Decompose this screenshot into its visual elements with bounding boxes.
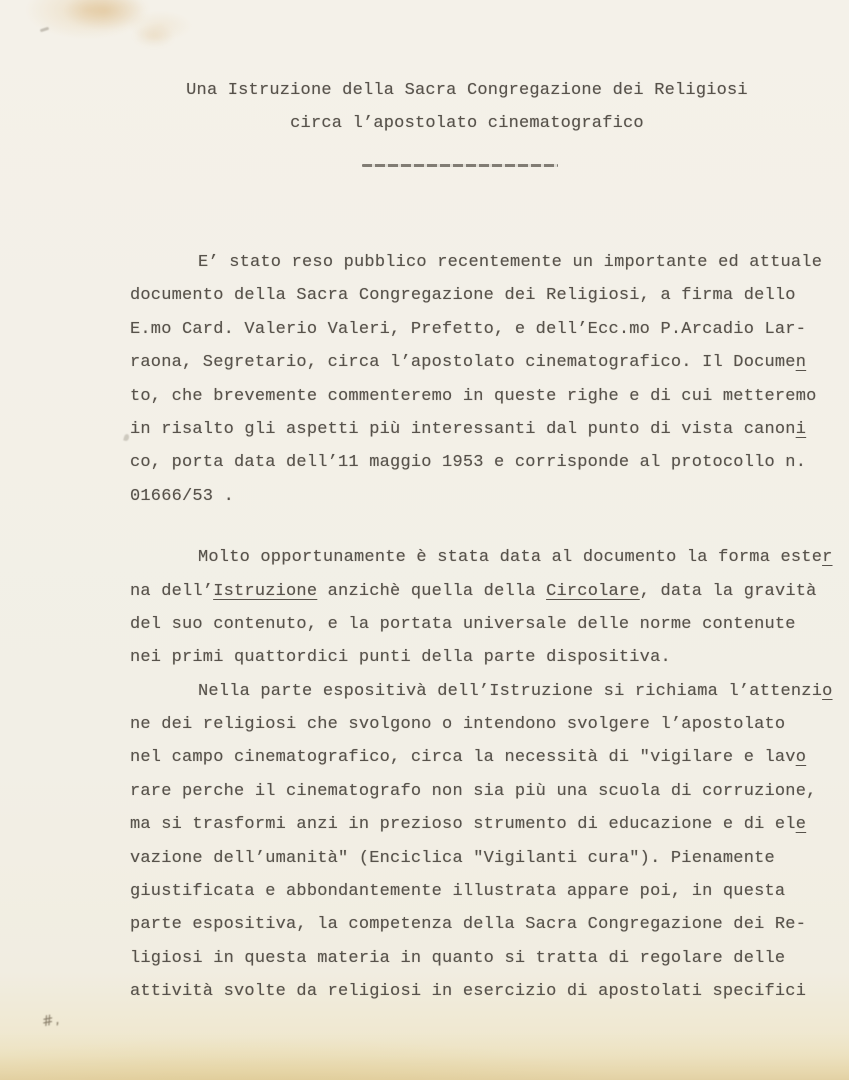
text-segment: nei primi quattordici punti della parte dispositiva. xyxy=(130,648,671,668)
text-segment: E’ stato reso pubblico recentemente un importante ed attuale xyxy=(198,253,823,272)
text-line xyxy=(130,908,836,941)
text-segment: vazione dell’umanità" (Enciclica "Vigilanti cura"). Pienamente xyxy=(130,848,775,868)
document-body xyxy=(130,246,836,1009)
underlined-text: n xyxy=(795,353,807,373)
underlined-text: Istruzione xyxy=(213,581,318,601)
text-segment: to, che brevemente commenteremo in queste righe e di cui metteremo xyxy=(130,386,817,406)
scan-edge-shadow xyxy=(0,1032,849,1080)
text-line xyxy=(130,446,836,479)
text-segment: nel campo cinematografico, circa la necessità di "vigilare e lav xyxy=(130,748,796,768)
text-line xyxy=(130,708,836,741)
text-segment: attività svolte da religiosi in esercizio di apostolati specifici xyxy=(130,982,807,1002)
text-line xyxy=(130,413,836,446)
text-segment: E.mo Card. Valerio Valeri, Prefetto, e dell’Ecc.mo P.Arcadio Lar- xyxy=(130,319,807,339)
text-line xyxy=(130,675,836,708)
text-line xyxy=(130,842,836,875)
underlined-text: Circolare xyxy=(546,581,640,601)
text-segment: giustificata e abbondantemente illustrata appare poi, in questa xyxy=(130,882,786,902)
paragraph xyxy=(130,541,836,675)
text-line xyxy=(130,975,836,1008)
text-segment: rare perche il cinematografo non sia più una scuola di corruzione, xyxy=(130,781,817,801)
document-title xyxy=(130,74,804,140)
text-line xyxy=(130,313,836,346)
title-line-2: circa l’apostolato cinematografico xyxy=(290,114,644,133)
text-segment: ne dei religiosi che svolgono o intendono svolgere l’apostolato xyxy=(130,715,786,735)
pencil-mark: #, xyxy=(40,1011,62,1031)
underlined-text: o xyxy=(822,681,833,701)
text-segment: na dell’ xyxy=(130,581,214,601)
text-line xyxy=(130,641,836,674)
text-segment: ligiosi in questa materia in quanto si tratta di regolare delle xyxy=(130,948,786,968)
text-segment: Nella parte espositivà dell’Istruzione si richiama l’attenzi xyxy=(198,681,823,701)
text-segment: del suo contenuto, e la portata universale delle norme contenute xyxy=(130,614,796,634)
text-segment: anzichè quella della xyxy=(317,581,547,601)
text-segment: documento della Sacra Congregazione dei Religiosi, a firma dello xyxy=(130,286,796,306)
title-divider-rule xyxy=(362,164,558,167)
text-line xyxy=(130,380,836,413)
text-line xyxy=(130,875,836,908)
paper-stain-top-left xyxy=(22,0,172,52)
title-line-1: Una Istruzione della Sacra Congregazione dei Religiosi xyxy=(186,81,748,100)
underlined-text: r xyxy=(822,548,833,568)
text-line xyxy=(130,808,836,841)
text-line xyxy=(130,942,836,975)
paper-speck-left-margin xyxy=(123,433,130,441)
text-line xyxy=(130,346,836,379)
paragraph xyxy=(130,246,836,513)
text-line xyxy=(130,608,836,641)
underlined-text: o xyxy=(795,748,807,768)
text-line xyxy=(130,541,836,574)
text-line xyxy=(130,246,836,279)
text-line xyxy=(130,480,836,513)
text-segment: 01666/53 . xyxy=(130,486,235,506)
text-segment: Molto opportunamente è stata data al documento la forma este xyxy=(198,548,823,568)
text-segment: in risalto gli aspetti più interessanti dal punto di vista canon xyxy=(130,419,796,439)
paragraph xyxy=(130,675,836,1009)
underlined-text: i xyxy=(795,419,807,439)
underlined-text: e xyxy=(795,815,807,835)
text-segment: co, porta data dell’11 maggio 1953 e corrisponde al protocollo n. xyxy=(130,453,807,473)
text-line xyxy=(130,775,836,808)
text-segment: , data la gravità xyxy=(639,581,817,601)
text-segment: parte espositiva, la competenza della Sacra Congregazione dei Re- xyxy=(130,915,807,935)
text-line xyxy=(130,575,836,608)
text-line xyxy=(130,279,836,312)
text-line xyxy=(130,741,836,774)
text-segment: raona, Segretario, circa l’apostolato cinematografico. Il Docume xyxy=(130,353,796,373)
text-segment: ma si trasformi anzi in prezioso strumento di educazione e di el xyxy=(130,815,796,835)
